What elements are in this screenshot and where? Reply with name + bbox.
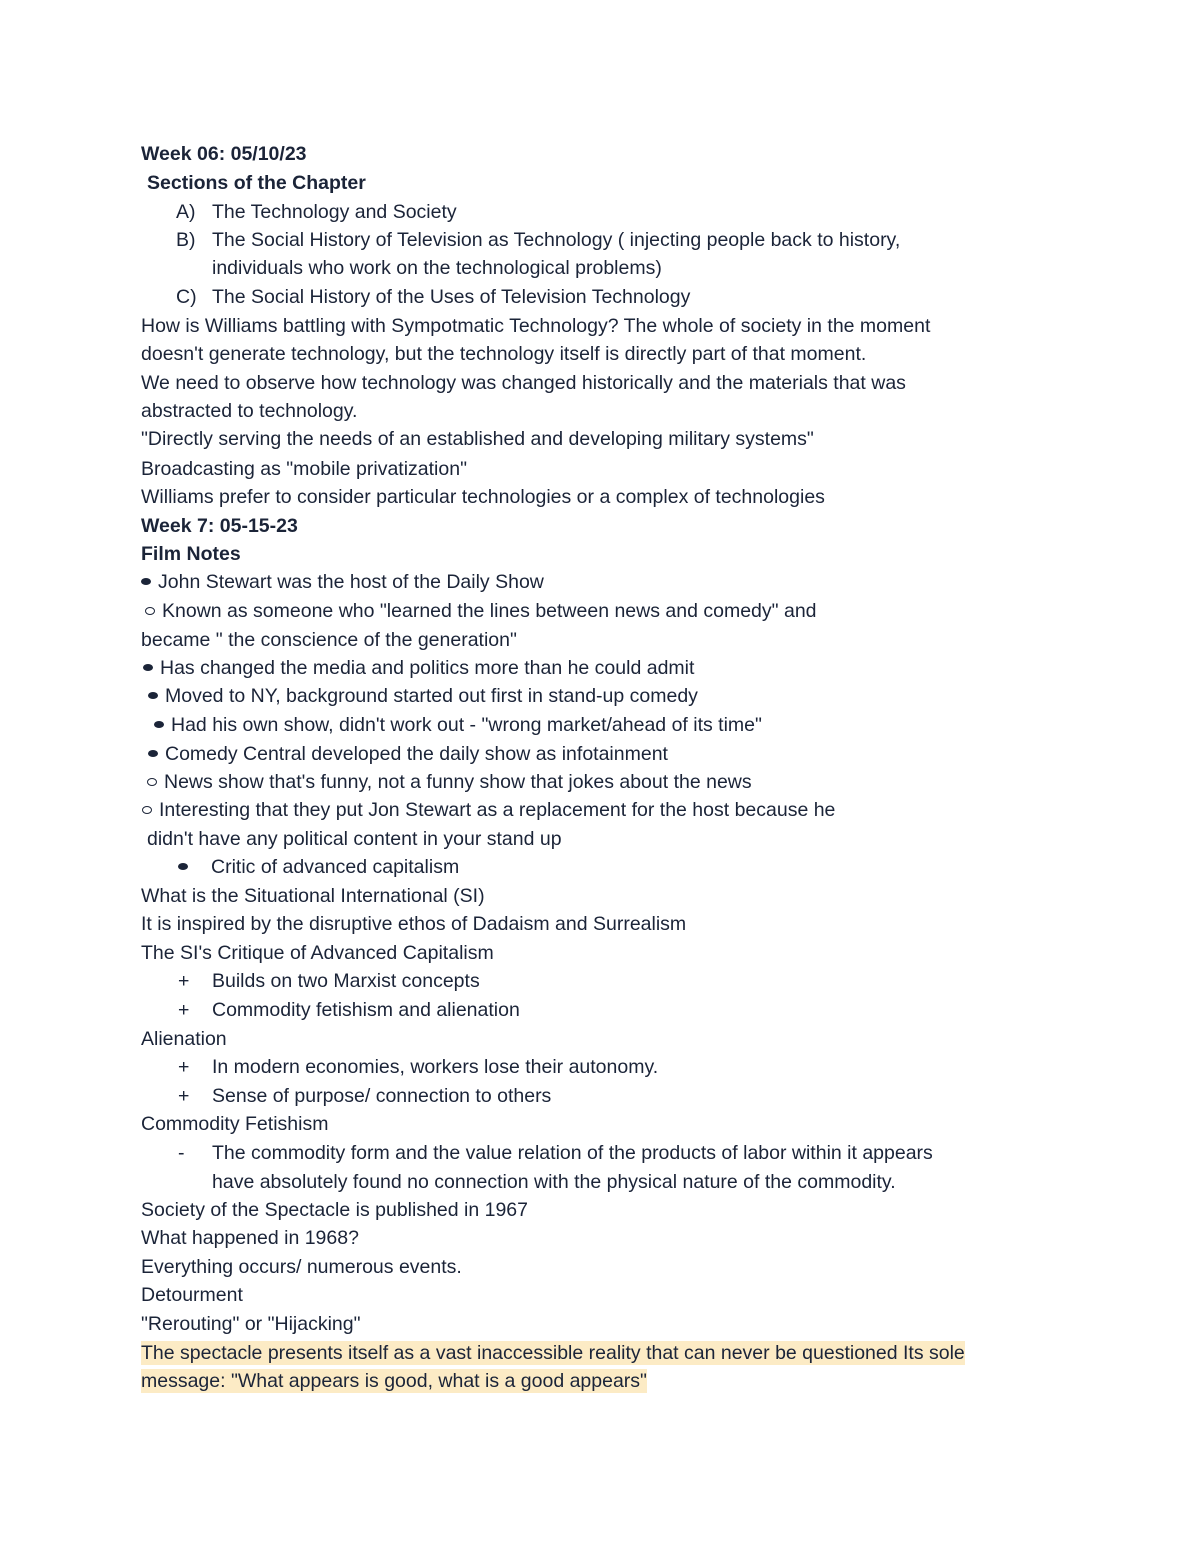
sections-heading: Sections of the Chapter — [147, 172, 366, 194]
paragraph: Detourment — [141, 1284, 243, 1306]
list-item: The Social History of the Uses of Television Technology — [212, 286, 691, 308]
sub-bullet-continuation: became " the conscience of the generation" — [141, 629, 517, 651]
circle-bullet-icon — [142, 806, 152, 814]
bullet-icon — [141, 578, 151, 585]
plus-marker: + — [178, 1056, 190, 1078]
list-item: Sense of purpose/ connection to others — [212, 1085, 552, 1107]
week06-title: Week 06: 05/10/23 — [141, 143, 307, 165]
list-item: Commodity fetishism and alienation — [212, 999, 520, 1021]
bullet-item: Had his own show, didn't work out - "wrong market/ahead of its time" — [154, 713, 762, 737]
list-item-continuation: have absolutely found no connection with the physical nature of the commodity. — [212, 1171, 896, 1193]
list-marker: C) — [176, 286, 197, 308]
quote-line: "Directly serving the needs of an established and developing military systems" — [141, 428, 814, 450]
list-item: The Social History of Television as Technology ( injecting people back to history, — [212, 229, 901, 251]
bullet-item: Comedy Central developed the daily show as infotainment — [148, 742, 668, 766]
dash-marker: - — [178, 1142, 185, 1164]
highlighted-text: message: "What appears is good, what is a good appears" — [141, 1370, 647, 1392]
list-marker: B) — [176, 229, 196, 251]
film-notes-heading: Film Notes — [141, 543, 241, 565]
highlighted-text: The spectacle presents itself as a vast inaccessible reality that can never be questioned Its sole — [141, 1342, 965, 1364]
list-item: In modern economies, workers lose their autonomy. — [212, 1056, 659, 1078]
paragraph: What is the Situational International (SI) — [141, 885, 485, 907]
plus-marker: + — [178, 970, 190, 992]
circle-bullet-icon — [145, 607, 155, 615]
paragraph: "Rerouting" or "Hijacking" — [141, 1313, 361, 1335]
paragraph: doesn't generate technology, but the technology itself is directly part of that moment. — [141, 343, 867, 365]
sub-bullet-item: News show that's funny, not a funny show that jokes about the news — [147, 770, 752, 794]
paragraph: Williams prefer to consider particular technologies or a complex of technologies — [141, 486, 825, 508]
sub-bullet-item: Known as someone who "learned the lines between news and comedy" and — [145, 599, 817, 623]
quote-line: Broadcasting as "mobile privatization" — [141, 458, 468, 480]
bullet-item: Has changed the media and politics more than he could admit — [143, 656, 694, 680]
sub-bullet-continuation: didn't have any political content in your stand up — [147, 828, 562, 850]
bullet-icon — [143, 664, 153, 671]
list-item: The commodity form and the value relation of the products of labor within it appears — [212, 1142, 933, 1164]
list-item: Builds on two Marxist concepts — [212, 970, 480, 992]
paragraph: The SI's Critique of Advanced Capitalism — [141, 942, 494, 964]
paragraph: Alienation — [141, 1028, 227, 1050]
bullet-item: Critic of advanced capitalism — [178, 855, 459, 879]
list-marker: A) — [176, 201, 196, 223]
bullet-item: Moved to NY, background started out first in stand-up comedy — [148, 684, 698, 708]
bullet-item: John Stewart was the host of the Daily Show — [141, 570, 544, 594]
bullet-icon — [154, 721, 164, 728]
list-item-continuation: individuals who work on the technological problems) — [212, 257, 662, 279]
paragraph: What happened in 1968? — [141, 1227, 359, 1249]
sub-bullet-item: Interesting that they put Jon Stewart as a replacement for the host because he — [142, 798, 835, 822]
list-item: The Technology and Society — [212, 201, 457, 223]
plus-marker: + — [178, 1085, 190, 1107]
circle-bullet-icon — [147, 778, 157, 786]
paragraph: How is Williams battling with Sympotmatic Technology? The whole of society in the moment — [141, 315, 931, 337]
bullet-icon — [148, 692, 158, 699]
week07-title: Week 7: 05-15-23 — [141, 515, 298, 537]
paragraph: Society of the Spectacle is published in 1967 — [141, 1199, 529, 1221]
paragraph: Commodity Fetishism — [141, 1113, 329, 1135]
bullet-icon — [148, 750, 158, 757]
paragraph: abstracted to technology. — [141, 400, 358, 422]
paragraph: It is inspired by the disruptive ethos of Dadaism and Surrealism — [141, 913, 687, 935]
bullet-icon — [178, 863, 188, 870]
plus-marker: + — [178, 999, 190, 1021]
paragraph: Everything occurs/ numerous events. — [141, 1256, 462, 1278]
paragraph: We need to observe how technology was changed historically and the materials that was — [141, 372, 906, 394]
